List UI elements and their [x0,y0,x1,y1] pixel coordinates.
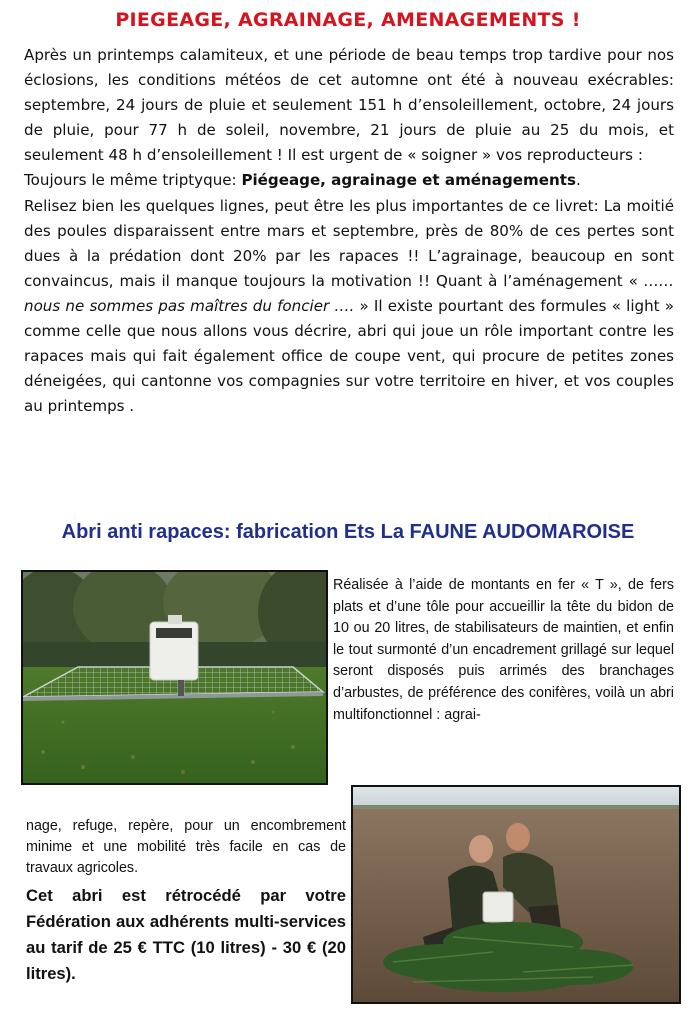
intro-p2-end: . [575,171,581,190]
shelter-installation-photo [351,785,681,1004]
intro-text [24,43,674,419]
intro-p2-strong: Piégeage, agrainage et aménagements [241,171,576,190]
intro-p3-quote: …… nous ne sommes pas maîtres du foncier …. [24,271,674,315]
intro-p3-a: Relisez bien les quelques lignes, peut être les plus importantes de ce livret: La moitié des poules disparaissent entre mars et septembre, près de 80% de ces pertes sont dues à la prédation dont 20% par les rapaces !! L’agrainage, beaucoup en sont convaincus, mais il manque toujours la motivation !! Quant à l’aménagement « [24,196,674,290]
shelter-photo-lawn [21,570,328,785]
shelter-description-continued: nage, refuge, repère, pour un encombrement minime et une mobilité très facile en cas de travaux agricoles. [26,818,346,876]
intro-paragraph-1: Après un printemps calamiteux, et une période de beau temps trop tardive pour nos éclosions, les conditions météos de cet automne ont été à nouveau exécrables: septembre, 24 jours de pluie et seulement 151 h d’ensoleillement, octobre, 24 jours de pluie, pour 77 h de soleil, novembre, 21 jours de pluie au 25 du mois, et seulement 48 h d’ensoleillement ! Il est urgent de « soigner » vos reproducteurs : [24,46,674,165]
intro-p2-lead: Toujours le même triptyque: [24,171,242,190]
intro-paragraph-2 [24,168,674,193]
intro-paragraph-3 [24,194,674,420]
price-info: Cet abri est rétrocédé par votre Fédération aux adhérents multi-services au tarif de 25 € TTC (10 litres) - 30 € (20 litres). [26,886,346,983]
section-subtitle: Abri anti rapaces: fabrication Ets La FAUNE AUDOMAROISE [61,521,635,543]
intro-p3-b: » Il existe pourtant des formules « light » comme celle que nous allons vous décrire, abri qui joue un rôle important contre les rapaces mais qui fait également office de coupe vent, qui procure de petites zones déneigées, qui cantonne vos compagnies sur votre territoire en hiver, et vos couples au printemps . [24,296,674,416]
page-title: PIEGEAGE, AGRAINAGE, AMENAGEMENTS ! [115,9,581,31]
shelter-description: Réalisée à l’aide de montants en fer « T », de fers plats et d’une tôle pour accueillir la tête du bidon de 10 ou 20 litres, de stabilisateurs de maintien, et enfin le tout surmonté d’un encadrement grillagé sur lequel seront disposés puis arrimés des branchages d’arbustes, de préférence des conifères, voilà un abri multifonctionnel : agrai- [333,577,674,723]
